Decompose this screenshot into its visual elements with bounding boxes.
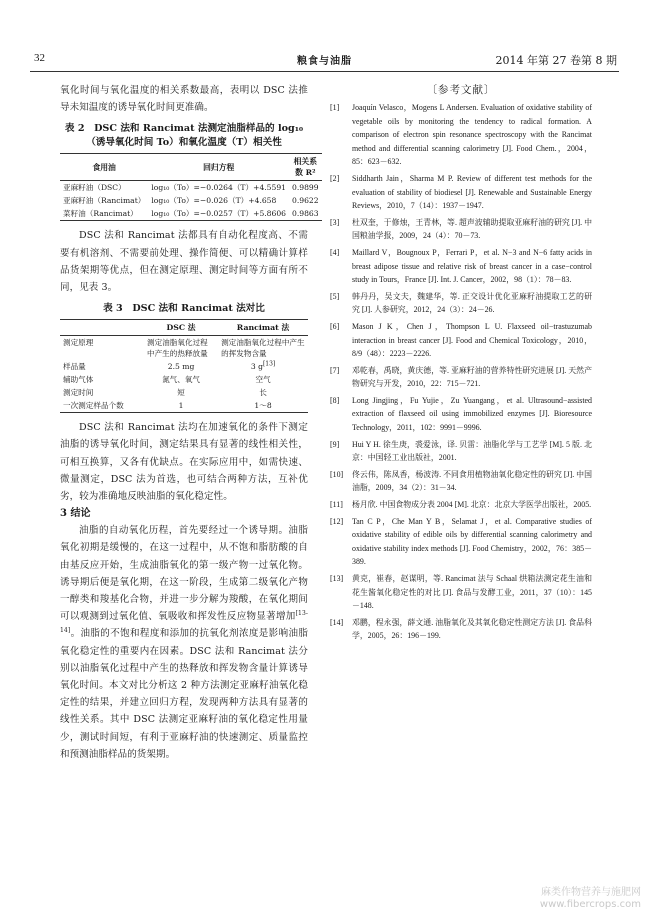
table2-cell-oil: 菜籽油（Rancimat）: [63, 209, 138, 219]
table3-cell-dsc: 短: [177, 388, 185, 398]
table2-cell-oil: 亚麻籽油（DSC）: [63, 183, 126, 193]
table3-cell-rancimat: 1～8: [254, 401, 272, 411]
table-row: [60, 194, 322, 207]
table-row: [60, 207, 322, 221]
reference-text: 黄克，崔春，赵谋明，等. Rancimat 法与 Schaal 烘箱法测定花生油和花生酱氧化稳定性的对比 [J]. 食品与发酵工业，2011，37（10）：145－148.: [352, 574, 592, 611]
reference-text: 杨月欣. 中国食物成分表 2004 [M]. 北京：北京大学医学出版社，2005.: [352, 500, 592, 510]
paragraph-comparison: DSC 法和 Rancimat 法都具有自动化程度高、不需要有机溶剂、不需要前处理、操作简便、可以精确计算样品货架期等优点，但在测定原理、测定时间等方面有所不同，见表 3。: [60, 230, 308, 294]
section-title-conclusion: 3 结论: [60, 508, 91, 520]
table-row: [60, 336, 308, 361]
table2-caption-line2: （诱导氧化时间 To）和氧化温度（T）相关性: [86, 137, 282, 149]
watermark-line2: www.fibercrops.com: [539, 899, 641, 910]
reference-text: Hui Y H. 徐生庚，裘爱泳，译. 贝雷：油脂化学与工艺学 [M]. 5 版. 北京：中国轻工业出版社，2001.: [352, 439, 592, 463]
reference-text: Mason J K，Chen J，Thompson L U. Flaxseed oil−trastuzumab interaction in breast cancer [J]. Food and Chemical Toxicology，2010，8/9（48）：2223－2226.: [352, 321, 592, 359]
reference-item: [330, 572, 592, 613]
table2-cell-equation: log₁₀（To）=−0.0264（T）+4.5591: [151, 183, 287, 193]
reference-text: 韩丹丹，吴文夫，魏建华，等. 正交设计优化亚麻籽油提取工艺的研究 [J]. 人参研究，2012，24（3）：24－26.: [352, 291, 592, 315]
paragraph-both-methods: DSC 法和 Rancimat 法均在加速氧化的条件下测定油脂的诱导氧化时间，测定结果具有显著的线性相关性，可相互换算，又各有优缺点。在实际应用中，如需快速、微量测定，DSC 法为首选，也可结合两种方法，互补优劣，较为准确地反映油脂的氧化稳定性。: [60, 422, 308, 503]
table3-cell-dsc: 1: [178, 401, 184, 411]
citation-ref: [13-14]: [60, 610, 308, 635]
table3-cell-rancimat-value: 3 g: [250, 362, 263, 372]
reference-text: 杜双奎，于修烛，王青林，等. 超声波辅助提取亚麻籽油的研究 [J]. 中国粮油学报，2009，24（4）：70－73.: [352, 217, 592, 241]
paragraph-conclusion: [60, 522, 308, 763]
reference-number: [13]: [330, 574, 344, 583]
reference-number: [7]: [330, 365, 340, 375]
journal-title: 粮食与油脂: [297, 56, 352, 67]
reference-text: Long Jingjing，Fu Yujie，Zu Yuangang，et al. Ultrasound−assisted extraction of flaxseed oil using immobilized enzymes [J]. Bioresource Technology，2011，102：9991－9996.: [352, 395, 592, 433]
table2-cell-equation: log₁₀（To）=−0.0257（T）+5.8606: [151, 209, 287, 219]
reference-item: [330, 101, 592, 169]
paragraph-conclusion-part1: 油脂的自动氧化历程，首先要经过一个诱导期。油脂氧化初期是缓慢的，在这一过程中，从不饱和脂肪酸的自由基反应开始，生成油脂氧化的第一级产物一过氧化物。诱导期后便是氧化期，在这一阶段，生成第二级氧化产物一醇类和羧基化合物，并进一步分解为羧酸，在氧化期间可以观测到过氧化值、氧吸收和挥发性反应物显著增加: [60, 525, 308, 623]
reference-item: [330, 515, 592, 569]
table3-cell-rancimat: 测定油脂氧化过程中产生的挥发物含量: [221, 338, 305, 359]
table-3: [60, 319, 308, 413]
watermark: [540, 887, 641, 911]
table2-cell-oil: 亚麻籽油（Rancimat）: [63, 196, 146, 206]
table2-cell-equation: log₁₀（To）=−0.026（T）+4.658: [151, 196, 277, 206]
table3-cell-item: 样品量: [63, 362, 86, 372]
reference-number: [6]: [330, 321, 340, 331]
table3-header-item: [60, 320, 144, 336]
reference-number: [3]: [330, 217, 340, 227]
reference-number: [9]: [330, 439, 340, 449]
table2-cell-r2: 0.9899: [292, 183, 319, 193]
left-column: [60, 82, 319, 763]
table2-cell-r2: 0.9622: [292, 196, 319, 206]
table2-header-r2: 相关系数 R²: [289, 154, 322, 181]
table3-header-dsc: DSC 法: [144, 320, 218, 336]
references-heading: 〔参考文献〕: [426, 84, 496, 96]
reference-number: [8]: [330, 395, 340, 405]
table3-header-rancimat: Rancimat 法: [218, 320, 308, 336]
page-header: [30, 52, 619, 72]
reference-item: [330, 498, 592, 512]
table2-cell-r2: 0.9863: [292, 209, 319, 219]
reference-number: [10]: [330, 469, 344, 479]
reference-item: [330, 216, 592, 243]
reference-text: Siddharth Jain，Sharma M P. Review of different test methods for the evaluation of stability of biodiesel [J]. Renewable and Sustainable Energy Reviews，2010，7（14）：1937－1947.: [352, 173, 592, 211]
reference-text: 佟云伟，陈凤香，杨波涛. 不同食用植物油氧化稳定性的研究 [J]. 中国油脂，2009，34（2）：31－34.: [352, 469, 592, 493]
table2-caption: [60, 122, 308, 150]
table2-header-oil: 食用油: [60, 154, 148, 181]
reference-number: [11]: [330, 500, 343, 510]
table3-cell-item: 测定时间: [63, 388, 94, 398]
references-column: [330, 82, 592, 646]
table3-cell-rancimat: 空气: [255, 375, 271, 385]
issue-info: 2014 年第 27 卷第 8 期: [495, 54, 617, 67]
table3-cell-dsc: 氮气、氧气: [162, 375, 201, 385]
table3-cell-dsc: 测定油脂氧化过程中产生的热释放量: [147, 338, 208, 359]
table-row: [60, 373, 308, 386]
reference-item: [330, 172, 592, 213]
table3-cell-item: 一次测定样品个数: [63, 401, 124, 411]
reference-number: [2]: [330, 173, 340, 183]
table3-cell-item: 测定原理: [63, 338, 94, 348]
reference-number: [12]: [330, 516, 344, 526]
citation-ref: [13]: [262, 360, 276, 368]
reference-number: [5]: [330, 291, 340, 301]
reference-item: [330, 468, 592, 495]
header-rule: [30, 71, 619, 72]
table3-cell-rancimat: 长: [259, 388, 267, 398]
table2-caption-line1: 表 2 DSC 法和 Rancimat 法测定油脂样品的 log₁₀: [64, 123, 304, 135]
table3-cell-item: 辅助气体: [63, 375, 94, 385]
page-number: 32: [34, 52, 45, 64]
table-row: [60, 399, 308, 413]
table-row: [60, 360, 308, 373]
reference-item: [330, 438, 592, 465]
reference-number: [14]: [330, 617, 344, 627]
reference-item: [330, 616, 592, 643]
reference-item: [330, 394, 592, 435]
watermark-line1: 麻类作物营养与施肥网: [541, 887, 641, 898]
table-2: [60, 153, 322, 221]
reference-text: Maillard V，Bougnoux P，Ferrari P，et al. N−3 and N−6 fatty acids in breast adipose tissue and relative risk of breast cancer in a case−control study in Tours，France [J]. Int. J. Cancer，2002，98（1）：78－83.: [352, 247, 592, 285]
table3-cell-dsc: 2.5 mg: [167, 362, 195, 372]
reference-text: Joaquín Velasco，Mogens L Andersen. Evaluation of oxidative stability of vegetable oils by monitoring the tendency to radical formation. A comparison of electron spin resonance spectroscopy with the Rancimat method and differential scanning calorimetry [J]. Food Chem.，2004，85：623－632.: [352, 103, 592, 167]
reference-text: Tan C P，Che Man Y B，Selamat J，et al. Comparative studies of oxidative stability of edible oils by differential scanning calorimetry and oxidative stability index methods [J]. Food Chemistry，2002，76：385－389.: [352, 516, 592, 567]
reference-item: [330, 320, 592, 361]
reference-number: [1]: [330, 103, 340, 112]
table3-caption: 表 3 DSC 法和 Rancimat 法对比: [103, 303, 265, 315]
paragraph-conclusion-part2: 。油脂的不饱和程度和添加的抗氧化剂浓度是影响油脂氧化稳定性的重要内在因素。DSC 法和 Rancimat 法分别以油脂氧化过程中产生的热释放和挥发物含量计算诱导氧化时间。本文对比分析这 2 种方法测定亚麻籽油氧化稳定性的结果，并建立回归方程，发现两种方法具有显著的线性关系。其中 DSC 法测定亚麻籽油的氧化稳定性用量少，测试时间短，有利于亚麻籽油的快速测定、质量监控和预测油脂样品的货架期。: [60, 628, 308, 760]
reference-number: [4]: [330, 247, 340, 257]
reference-item: [330, 246, 592, 287]
reference-text: 邓乾春，禹晓，黄庆德，等. 亚麻籽油的营养特性研究进展 [J]. 天然产物研究与开发，2010，22：715－721.: [352, 365, 592, 389]
paragraph-intro: 氧化时间与氧化温度的相关系数最高，表明以 DSC 法推导未知温度的诱导氧化时间更准确。: [60, 85, 308, 114]
reference-item: [330, 290, 592, 317]
reference-item: [330, 364, 592, 391]
table2-header-equation: 回归方程: [148, 154, 289, 181]
table-row: [60, 181, 322, 195]
table3-cell-rancimat: [218, 360, 308, 373]
reference-text: 邓鹏，程永强，薛文通. 油脂氧化及其氧化稳定性测定方法 [J]. 食品科学，2005，26：196－199.: [352, 617, 592, 641]
table-row: [60, 386, 308, 399]
references-list: [330, 101, 592, 643]
